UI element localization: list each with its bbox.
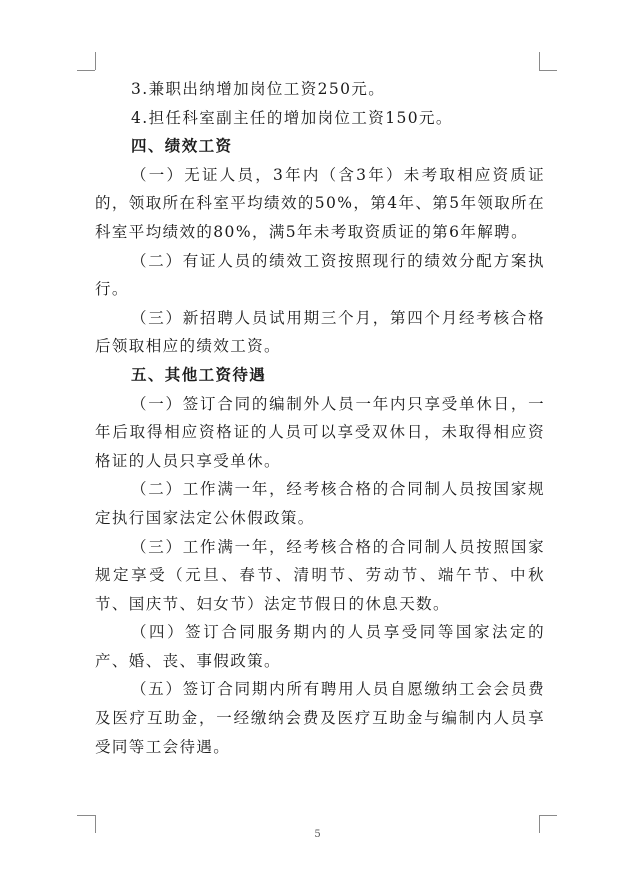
crop-mark-bottom-right-h: [539, 815, 557, 816]
paragraph-public-holidays: （三）工作满一年，经考核合格的合同制人员按照国家规定享受（元旦、春节、清明节、劳动节、端午节、中秋节、国庆节、妇女节）法定节假日的休息天数。: [95, 537, 545, 613]
paragraph-probation: （三）新招聘人员试用期三个月，第四个月经考核合格后领取相应的绩效工资。: [95, 308, 545, 356]
section-heading-performance-pay: 四、绩效工资: [131, 137, 233, 156]
paragraph-annual-leave: （二）工作满一年，经考核合格的合同制人员按国家规定执行国家法定公休假政策。: [95, 480, 545, 527]
paragraph-rest-days: （一）签订合同的编制外人员一年内只享受单休日，一年后取得相应资格证的人员可以享受双休日，未取得相应资格证的人员只享受单休。: [95, 394, 545, 470]
paragraph-leave-policy: （四）签订合同服务期内的人员享受同等国家法定的产、婚、丧、事假政策。: [95, 623, 545, 670]
paragraph-certified-staff: （二）有证人员的绩效工资按照现行的绩效分配方案执行。: [95, 251, 545, 299]
crop-mark-top-right-h: [539, 70, 557, 71]
section-heading-other-benefits: 五、其他工资待遇: [131, 365, 267, 384]
crop-mark-top-left-v: [95, 52, 96, 70]
page-number: 5: [314, 829, 321, 840]
paragraph-cashier-allowance: 3.兼职出纳增加岗位工资250元。: [131, 80, 386, 98]
paragraph-deputy-director-allowance: 4.担任科室副主任的增加岗位工资150元。: [131, 108, 453, 127]
crop-mark-top-right-v: [539, 52, 540, 70]
document-body: [95, 75, 545, 761]
paragraph-union-fees: （五）签订合同期内所有聘用人员自愿缴纳工会会员费及医疗互助金，一经缴纳会费及医疗互助金与编制内人员享受同等工会待遇。: [95, 680, 545, 756]
crop-mark-top-left-h: [77, 70, 95, 71]
crop-mark-bottom-left-h: [77, 815, 95, 816]
paragraph-uncertified-staff: （一）无证人员，3年内（含3年）未考取相应资质证的，领取所在科室平均绩效的50%，第4年、第5年领取所在科室平均绩效的80%，满5年未考取资质证的第6年解聘。: [95, 165, 545, 241]
